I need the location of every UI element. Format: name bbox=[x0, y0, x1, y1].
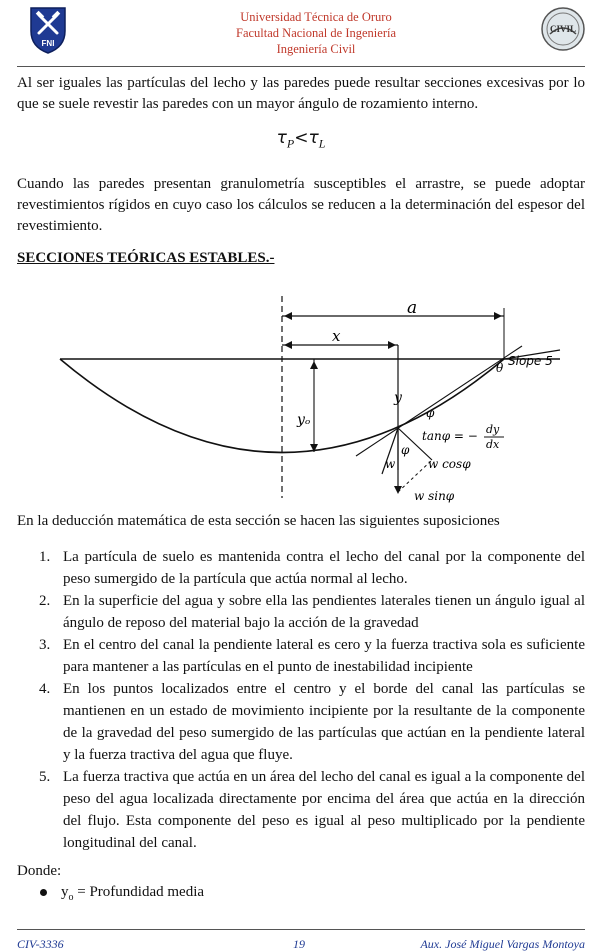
paragraph-2: Cuando las paredes presentan granulometría susceptibles el arrastre, se puede adoptar revestimientos rígidos en cuyo caso los cálculos se reducen a la determinación del espesor del revestimiento. bbox=[17, 176, 585, 234]
section-title: SECCIONES TEÓRICAS ESTABLES.- bbox=[17, 250, 275, 266]
faculty-name: Facultad Nacional de Ingeniería bbox=[236, 26, 396, 40]
svg-text:φ: φ bbox=[426, 406, 435, 420]
svg-text:y: y bbox=[394, 390, 402, 406]
definition-bullet: $y_o$ = Profundidad media bbox=[40, 884, 204, 903]
list-item: 1. La partícula de suelo es mantenida contra el lecho del canal por la componente del peso sumergido de la partícula que actúa normal al lecho. bbox=[39, 549, 585, 587]
author-name: Aux. José Miguel Vargas Montoya bbox=[420, 937, 585, 951]
list-item: 2. En la superficie del agua y sobre ella las pendientes laterales tienen un ángulo igual al ángulo de reposo del material bajo la acción de la gravedad bbox=[39, 593, 585, 631]
page-number: 19 bbox=[293, 937, 305, 951]
svg-text:tanφ = −: tanφ = − bbox=[422, 429, 478, 443]
svg-text:Slope 5: Slope 5 bbox=[508, 354, 553, 368]
header-text bbox=[0, 9, 602, 57]
assumptions-list bbox=[17, 546, 585, 854]
svg-text:w: w bbox=[385, 457, 396, 471]
list-item: 3. En el centro del canal la pendiente lateral es cero y la fuerza tractiva sola es suficiente para mantener a las partículas en el punto de inestabilidad incipiente bbox=[39, 637, 585, 675]
svg-text:dy: dy bbox=[486, 423, 500, 436]
course-code: CIV-3336 bbox=[17, 937, 64, 951]
formula: $\tau_P<\tau_L$ bbox=[276, 128, 326, 151]
svg-text:FNI: FNI bbox=[41, 39, 55, 48]
department-name: Ingeniería Civil bbox=[276, 42, 356, 56]
list-item: 5. La fuerza tractiva que actúa en un área del lecho del canal es igual a la componente del peso del agua localizada directamente por encima del área que actúa en la dirección del flujo. Esta componente del peso es igual al peso multiplicado por la pendiente longitudinal del canal. bbox=[39, 769, 585, 851]
footer-rule bbox=[17, 929, 585, 930]
header-rule bbox=[17, 66, 585, 67]
svg-text:φ: φ bbox=[401, 443, 410, 457]
svg-text:x: x bbox=[332, 327, 341, 345]
university-name: Universidad Técnica de Oruro bbox=[240, 10, 392, 24]
svg-text:w cosφ: w cosφ bbox=[428, 457, 471, 471]
civil-logo bbox=[540, 4, 586, 54]
paragraph-1: Al ser iguales las partículas del lecho y las paredes puede resultar secciones excesivas por lo que se suele revestir las paredes con un mayor ángulo de rozamiento interno. bbox=[17, 75, 585, 112]
list-item: 4. En los puntos localizados entre el centro y el borde del canal las partículas se mantienen en un estado de movimiento incipiente por la resultante de la componente de la gravedad del peso sumergido de las partículas que actúan en la pendiente lateral y la fuerza tractiva del agua que fluye. bbox=[39, 681, 585, 763]
svg-text:dx: dx bbox=[486, 438, 500, 451]
channel-section-diagram bbox=[52, 288, 582, 510]
svg-text:w sinφ: w sinφ bbox=[414, 489, 455, 503]
svg-text:a: a bbox=[407, 298, 418, 318]
svg-text:yₒ: yₒ bbox=[297, 412, 311, 428]
svg-text:CIVIL: CIVIL bbox=[549, 24, 577, 34]
svg-text:θ: θ bbox=[496, 361, 504, 375]
paragraph-3: En la deducción matemática de esta sección se hacen las siguientes suposiciones bbox=[17, 513, 500, 529]
bullet-dot bbox=[40, 889, 47, 896]
donde-label: Donde: bbox=[17, 863, 62, 879]
page-header bbox=[0, 0, 602, 64]
